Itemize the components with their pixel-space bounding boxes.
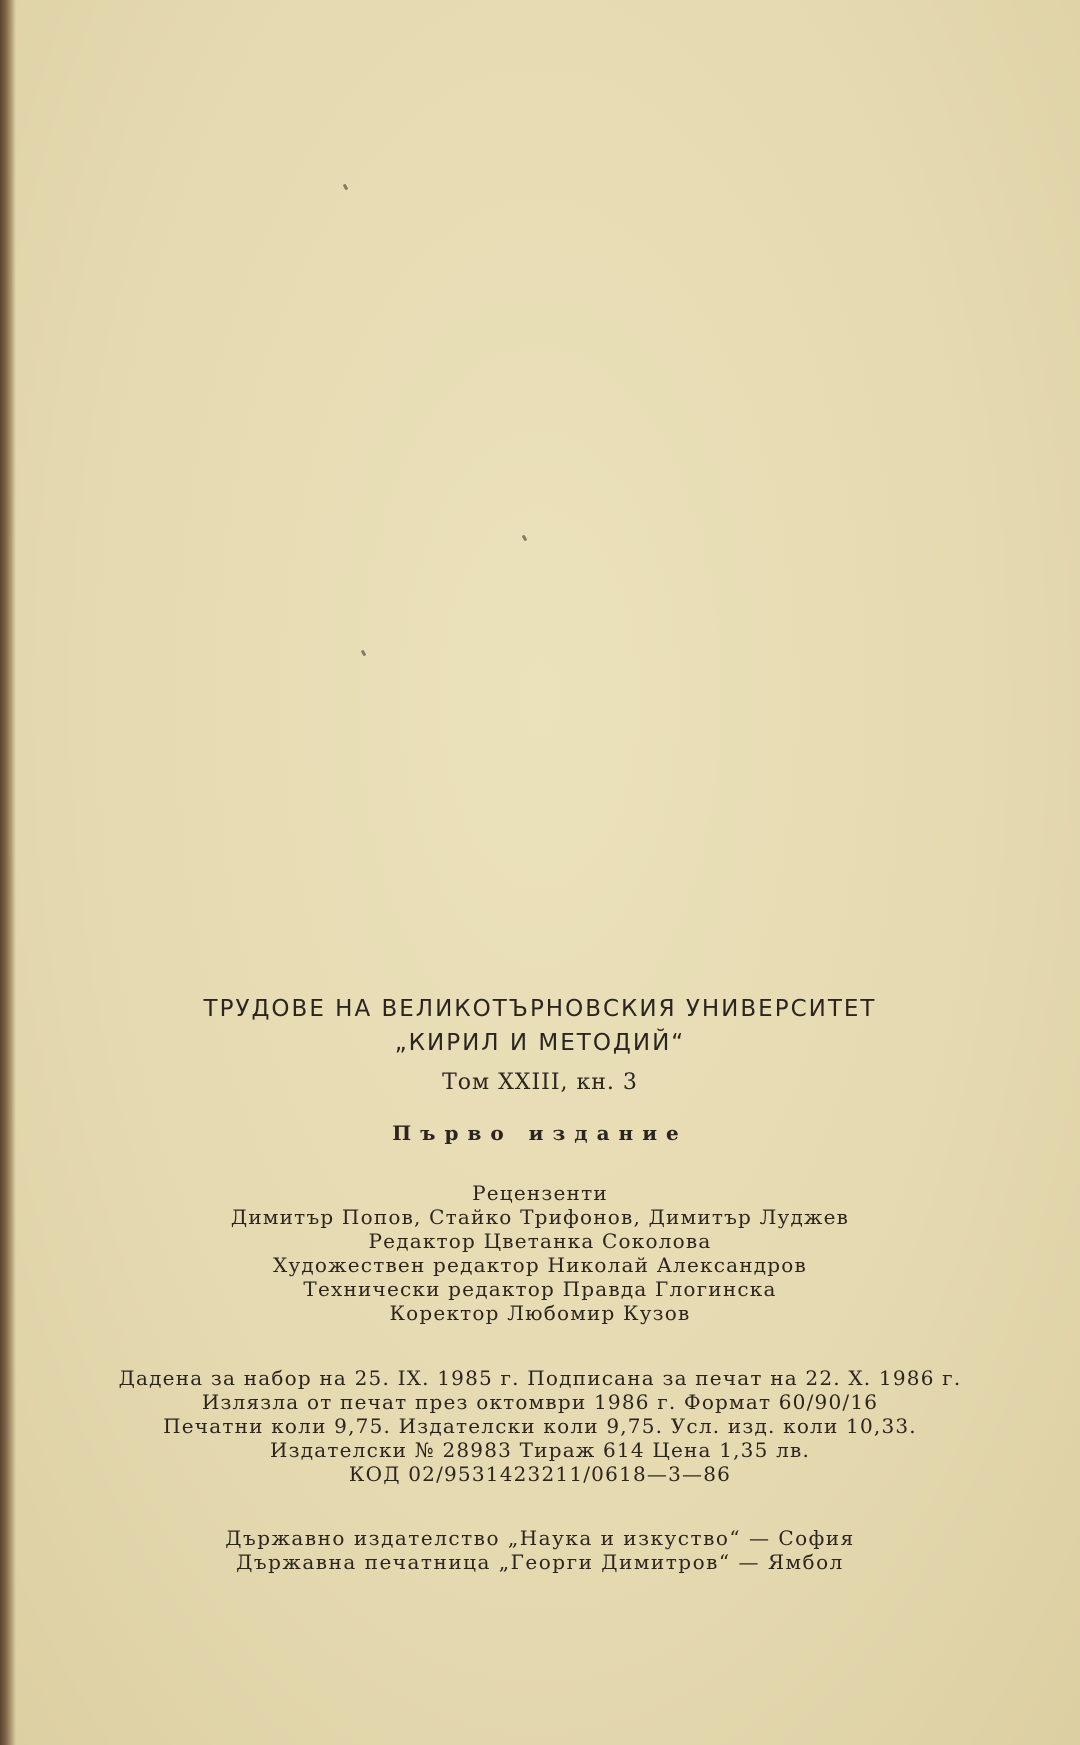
art-editor-credit: Художествен редактор Николай Александров <box>273 1253 807 1277</box>
publisher-name: Държавно издателство „Наука и изкуство“ — София <box>225 1526 855 1550</box>
print-release-format: Излязла от печат през октомври 1986 г. Формат 60/90/16 <box>201 1390 879 1414</box>
volume-info: Том XXIII, кн. 3 <box>442 1070 638 1095</box>
reviewers-names: Димитър Попов, Стайко Трифонов, Димитър Луджев <box>230 1205 850 1229</box>
series-title <box>0 992 1080 1060</box>
series-title-line-2: „КИРИЛ И МЕТОДИЙ“ <box>394 1030 686 1056</box>
print-dates: Дадена за набор на 25. IX. 1985 г. Подписана за печат на 22. X. 1986 г. <box>118 1366 962 1390</box>
print-code: КОД 02/9531423211/0618—3—86 <box>348 1462 732 1486</box>
reviewers-heading: Рецензенти <box>472 1181 608 1205</box>
series-title-line-1: ТРУДОВЕ НА ВЕЛИКОТЪРНОВСКИЯ УНИВЕРСИТЕТ <box>203 996 877 1022</box>
editor-credit: Редактор Цветанка Соколова <box>368 1229 712 1253</box>
edition-label: Първо издание <box>392 1121 688 1145</box>
technical-editor-credit: Технически редактор Правда Глогинска <box>303 1277 777 1301</box>
print-sheets: Печатни коли 9,75. Издателски коли 9,75. Усл. изд. коли 10,33. <box>163 1414 917 1438</box>
credits-block <box>0 1181 1080 1325</box>
publisher-block <box>0 1526 1080 1574</box>
proofreader-credit: Коректор Любомир Кузов <box>389 1301 691 1325</box>
printing-house: Държавна печатница „Георги Димитров“ — Ямбол <box>236 1550 844 1574</box>
print-info-block <box>0 1366 1080 1486</box>
print-circulation-price: Издателски № 28983 Тираж 614 Цена 1,35 лв. <box>269 1438 811 1462</box>
